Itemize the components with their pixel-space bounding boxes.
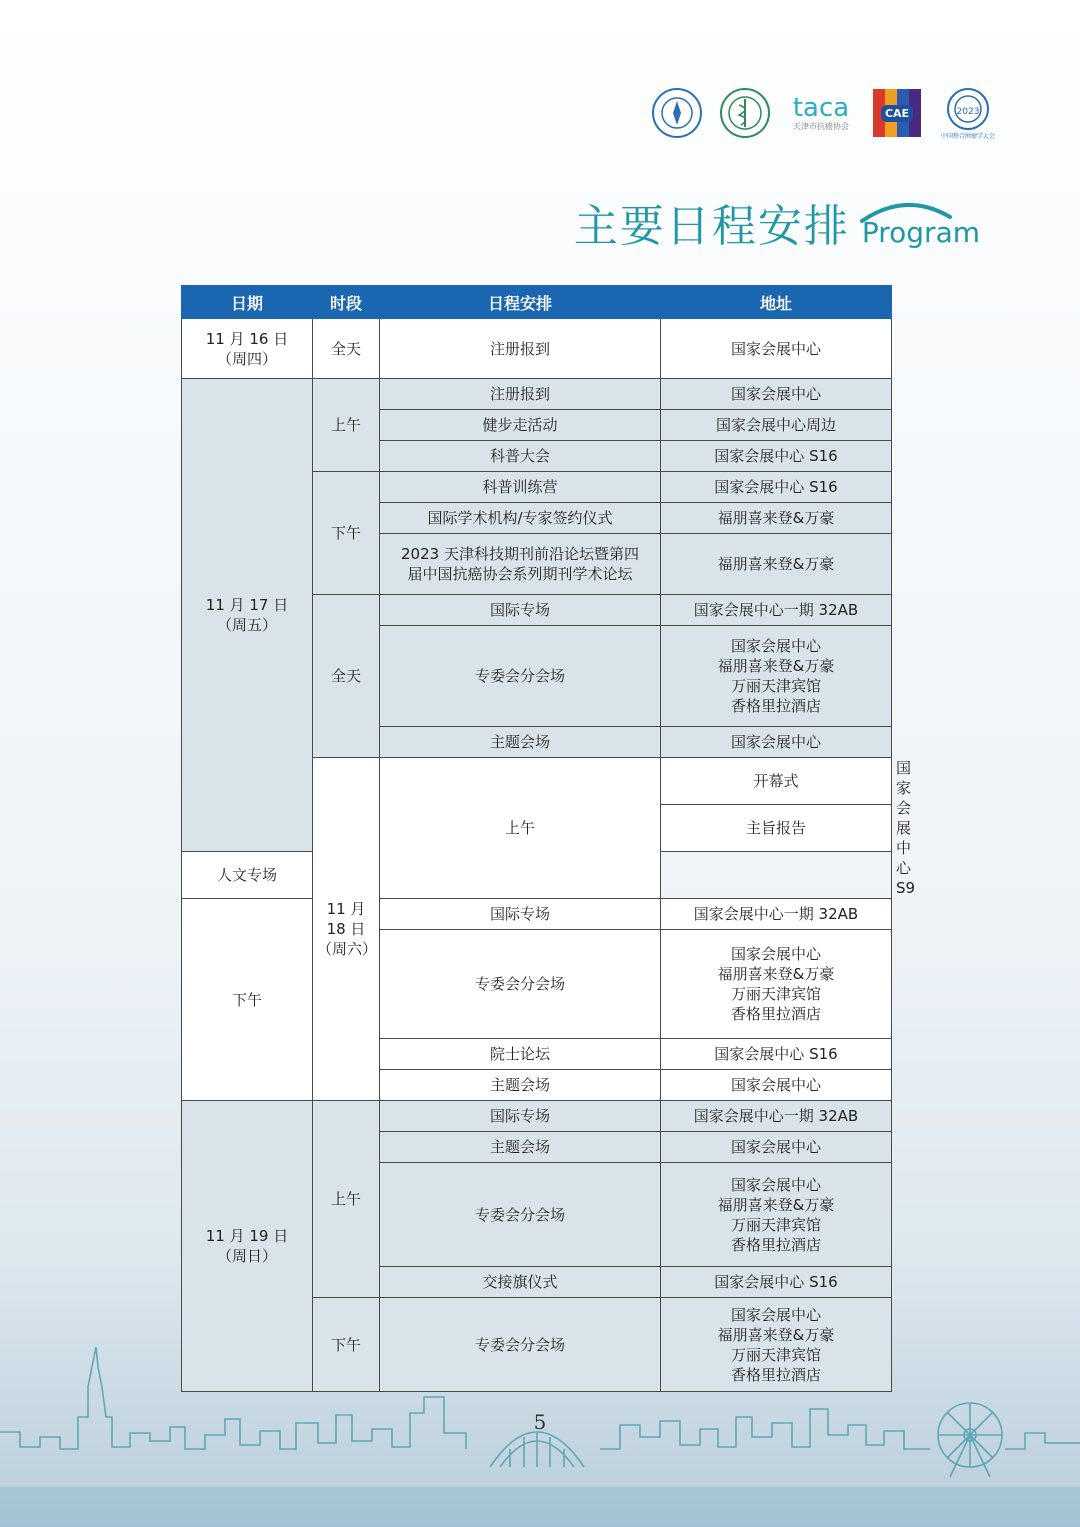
venue-line: 万丽天津宾馆 bbox=[730, 677, 821, 695]
venue-line: 国家会展中心 bbox=[730, 945, 821, 963]
venue-cell: 国家会展中心 bbox=[661, 319, 892, 379]
event-cell: 科普训练营 bbox=[380, 472, 661, 503]
table-row bbox=[182, 899, 892, 930]
venue-line: 万丽天津宾馆 bbox=[730, 1215, 821, 1234]
event-cell: 开幕式 bbox=[661, 758, 892, 805]
table-row bbox=[182, 319, 892, 379]
page-number: 5 bbox=[533, 1410, 547, 1434]
weekday: （周日） bbox=[216, 1247, 277, 1265]
period-cell: 上午 bbox=[313, 379, 380, 472]
taca-logo bbox=[786, 86, 856, 140]
cchio-2023-logo-subtext: 中国整合肿瘤学大会 bbox=[940, 132, 995, 140]
date-cell bbox=[182, 379, 313, 852]
weekday: （周六） bbox=[317, 940, 378, 958]
venue-cell: 国家会展中心周边 bbox=[661, 410, 892, 441]
date: 11 月 17 日 bbox=[205, 596, 289, 614]
cchio-2023-logo bbox=[938, 86, 998, 140]
event-cell: 注册报到 bbox=[380, 379, 661, 410]
venue-cell bbox=[661, 626, 892, 727]
event-cell: 科普大会 bbox=[380, 441, 661, 472]
event-cell: 专委会分会场 bbox=[380, 626, 661, 727]
taca-logo-text: taca bbox=[792, 92, 850, 123]
venue-cell: 国家会展中心 bbox=[661, 1132, 892, 1163]
partner-logos bbox=[650, 86, 998, 140]
table-row bbox=[182, 1101, 892, 1132]
venue-cell: 国家会展中心 S16 bbox=[661, 441, 892, 472]
svg-text:2023: 2023 bbox=[956, 106, 980, 117]
page-title-cn: 主要日程安排 bbox=[573, 201, 850, 252]
venue-cell bbox=[661, 1163, 892, 1267]
event-cell: 人文专场 bbox=[182, 852, 313, 899]
event-cell: 主旨报告 bbox=[661, 805, 892, 852]
table-row: 11 月 18 日 （周六） 上午 开幕式 国家会展中心 S9 bbox=[182, 758, 892, 805]
event-cell: 主题会场 bbox=[380, 727, 661, 758]
table-row bbox=[182, 379, 892, 410]
period-cell: 上午 bbox=[313, 1101, 380, 1298]
city-skyline-illustration bbox=[0, 1337, 1080, 1527]
event-cell: 主题会场 bbox=[380, 1070, 661, 1101]
page-title-en-text: Program bbox=[861, 216, 980, 249]
venue-line: 万丽天津宾馆 bbox=[730, 1345, 821, 1364]
event-line: 2023 天津科技期刊前沿论坛暨第四 bbox=[401, 545, 639, 563]
venue-line: 香格里拉酒店 bbox=[730, 1365, 821, 1384]
date-cell bbox=[182, 319, 313, 379]
venue-line: 香格里拉酒店 bbox=[730, 697, 821, 715]
venue-cell: 国家会展中心 S16 bbox=[661, 1267, 892, 1298]
event-cell bbox=[380, 534, 661, 595]
header-date: 日期 bbox=[182, 286, 313, 319]
venue-line: 国家会展中心 bbox=[730, 1305, 821, 1324]
date: 11 月 18 日 bbox=[326, 900, 366, 938]
event-cell: 交接旗仪式 bbox=[380, 1267, 661, 1298]
period-cell: 全天 bbox=[313, 595, 380, 758]
event-cell: 专委会分会场 bbox=[380, 1163, 661, 1267]
title-arc-icon bbox=[858, 197, 954, 223]
date: 11 月 19 日 bbox=[205, 1227, 289, 1245]
page-title-en bbox=[861, 216, 980, 249]
china-anti-cancer-association-logo bbox=[650, 86, 704, 140]
date-cell bbox=[313, 758, 380, 1101]
cae-logo-text: CAE bbox=[881, 105, 913, 122]
venue-cell: 国家会展中心 bbox=[661, 1070, 892, 1101]
date: 11 月 16 日 bbox=[205, 329, 289, 348]
venue-line: 福朋喜来登&万豪 bbox=[717, 657, 835, 675]
page-title bbox=[573, 201, 980, 252]
event-cell: 健步走活动 bbox=[380, 410, 661, 441]
period-cell: 下午 bbox=[182, 899, 313, 1101]
venue-cell: 国家会展中心一期 32AB bbox=[661, 595, 892, 626]
schedule-table bbox=[181, 285, 916, 1392]
tianjin-medical-emblem-logo bbox=[718, 86, 772, 140]
header-event: 日程安排 bbox=[380, 286, 661, 319]
venue-cell: 国家会展中心 bbox=[661, 727, 892, 758]
venue-line: 香格里拉酒店 bbox=[730, 1235, 821, 1254]
event-cell: 国际专场 bbox=[380, 899, 661, 930]
venue-cell: 国家会展中心 S16 bbox=[661, 1039, 892, 1070]
venue-cell: 国家会展中心一期 32AB bbox=[661, 899, 892, 930]
venue-cell: 国家会展中心 bbox=[661, 379, 892, 410]
period-cell: 下午 bbox=[313, 472, 380, 595]
venue-cell: 福朋喜来登&万豪 bbox=[661, 503, 892, 534]
venue-line: 香格里拉酒店 bbox=[730, 1005, 821, 1023]
event-cell: 国际学术机构/专家签约仪式 bbox=[380, 503, 661, 534]
venue-line: 福朋喜来登&万豪 bbox=[717, 1325, 835, 1344]
venue-line: 福朋喜来登&万豪 bbox=[717, 965, 835, 983]
period-cell: 全天 bbox=[313, 319, 380, 379]
event-cell: 国际专场 bbox=[380, 595, 661, 626]
event-cell: 注册报到 bbox=[380, 319, 661, 379]
venue-line: 福朋喜来登&万豪 bbox=[717, 1195, 835, 1214]
header-venue: 地址 bbox=[661, 286, 892, 319]
weekday: （周五） bbox=[216, 616, 277, 634]
venue-cell: 国家会展中心 S16 bbox=[661, 472, 892, 503]
venue-cell: 国家会展中心一期 32AB bbox=[661, 1101, 892, 1132]
period-cell: 上午 bbox=[380, 758, 661, 899]
event-cell: 专委会分会场 bbox=[380, 1298, 661, 1392]
table-header-row bbox=[182, 286, 892, 319]
event-line: 届中国抗癌协会系列期刊学术论坛 bbox=[407, 565, 633, 583]
event-cell: 国际专场 bbox=[380, 1101, 661, 1132]
event-cell: 专委会分会场 bbox=[380, 930, 661, 1039]
venue-cell bbox=[661, 930, 892, 1039]
cae-logo bbox=[870, 86, 924, 140]
venue-cell: 福朋喜来登&万豪 bbox=[661, 534, 892, 595]
header-period: 时段 bbox=[313, 286, 380, 319]
period-cell: 下午 bbox=[313, 1298, 380, 1392]
weekday: （周四） bbox=[216, 349, 277, 368]
event-cell: 主题会场 bbox=[380, 1132, 661, 1163]
taca-logo-subtext: 天津市抗癌协会 bbox=[793, 121, 849, 131]
venue-line: 万丽天津宾馆 bbox=[730, 985, 821, 1003]
venue-line: 国家会展中心 bbox=[730, 1175, 821, 1194]
venue-line: 国家会展中心 bbox=[730, 637, 821, 655]
event-cell: 院士论坛 bbox=[380, 1039, 661, 1070]
